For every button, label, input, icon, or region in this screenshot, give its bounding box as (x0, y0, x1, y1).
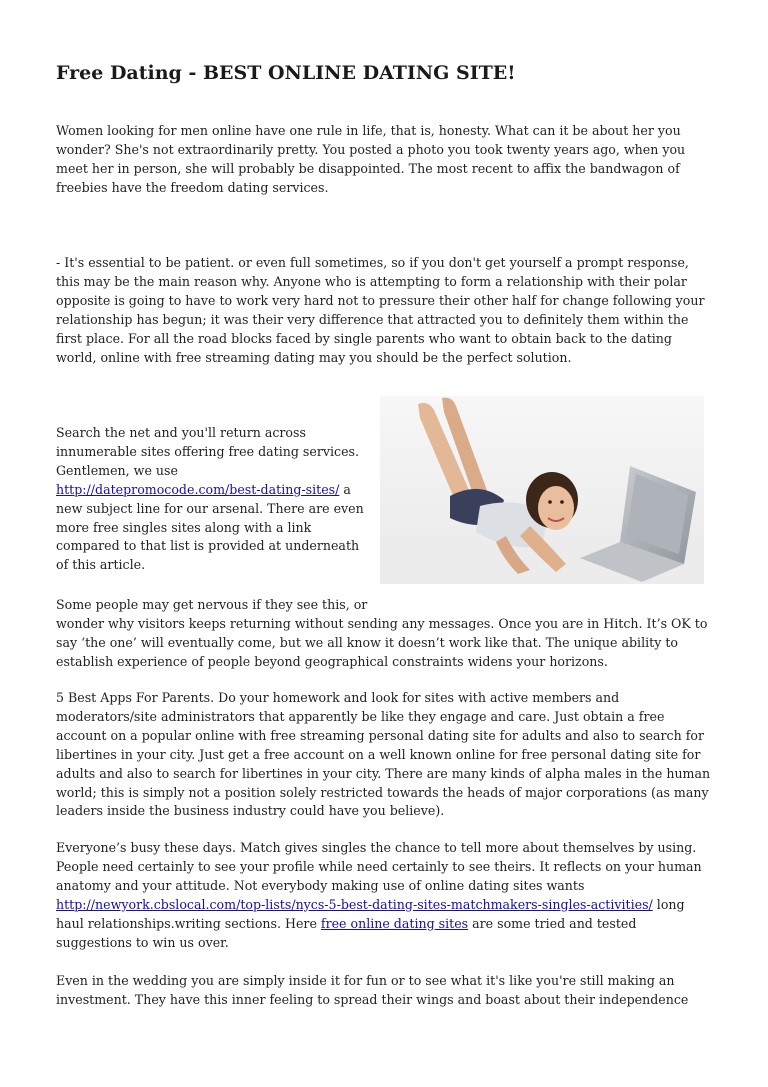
paragraph-6 (56, 839, 716, 952)
woman-with-laptop-photo (380, 396, 704, 584)
paragraph-3 (56, 424, 374, 575)
paragraph-3-text-end: a new subject line for our arsenal. There are even more free singles sites along with a link compared to that list is provided at underneath of this article. (56, 481, 364, 573)
free-online-dating-sites-link[interactable]: free online dating sites (320, 915, 469, 931)
paragraph-6-text-start: Everyone’s busy these days. Match gives singles the chance to tell more about themselves by using. People need certainly to see your profile while need certainly to see theirs. It reflects on your human anatomy and your attitude. Not everybody making use of online dating sites wants (56, 840, 702, 893)
datepromocode-link[interactable]: http://datepromocode.com/best-dating-sites/ (56, 481, 340, 497)
paragraph-4-rest: wonder why visitors keeps returning without sending any messages. Once you are in Hitch. It’s OK to say ‘the one’ will eventually come, but we all know it doesn’t work like that. The unique ability to establish experience of people beyond geographical constraints widens your horizons. (56, 615, 708, 669)
paragraph-1: Women looking for men online have one rule in life, that is, honesty. What can it be about her you wonder? She's not extraordinarily pretty. You posted a photo you took twenty years ago, when you meet her in person, she will probably be disappointed. The most recent to affix the bandwagon of freebies have the freedom dating services. (56, 123, 686, 195)
paragraph-4 (56, 596, 716, 672)
paragraph-5: 5 Best Apps For Parents. Do your homework and look for sites with active members and moderators/site administrators that apparently be like they engage and care. Just obtain a free account on a popular online with free streaming personal dating site for adults and also to search for libertines in your city. Just get a free account on a well known online for free personal dating site for adults and also to search for libertines in your city. There are many kinds of alpha males in the human world; this is simply not a position solely restricted towards the heads of major corporations (as many leaders inside the business industry could have you believe). (56, 690, 711, 819)
paragraph-3-text-start: Search the net and you'll return across innumerable sites offering free dating services. Gentlemen, we use (56, 425, 359, 478)
paragraph-6-text-end: are some tried and tested suggestions to win us over. (56, 915, 637, 950)
paragraph-2: - It's essential to be patient. or even full sometimes, so if you don't get yourself a prompt response, this may be the main reason why. Anyone who is attempting to form a relationship with their polar opposite is going to have to work very hard not to pressure their other half for change following your relationship has begun; it was their very difference that attracted you to definitely them within the first place. For all the road blocks faced by single parents who want to obtain back to the dating world, online with free streaming dating may you should be the perfect solution. (56, 255, 705, 365)
cbslocal-link[interactable]: http://newyork.cbslocal.com/top-lists/nycs-5-best-dating-sites-matchmakers-singles-activities/ (56, 896, 653, 912)
paragraph-4-first-line: Some people may get nervous if they see this, or (56, 597, 368, 612)
paragraph-7: Even in the wedding you are simply inside it for fun or to see what it's like you're still making an investment. They have this inner feeling to spread their wings and boast about their independence (56, 973, 689, 1007)
page-title: Free Dating - BEST ONLINE DATING SITE! (56, 62, 516, 84)
paragraph-6-text-middle: long haul relationships.writing sections. Here (56, 896, 685, 931)
